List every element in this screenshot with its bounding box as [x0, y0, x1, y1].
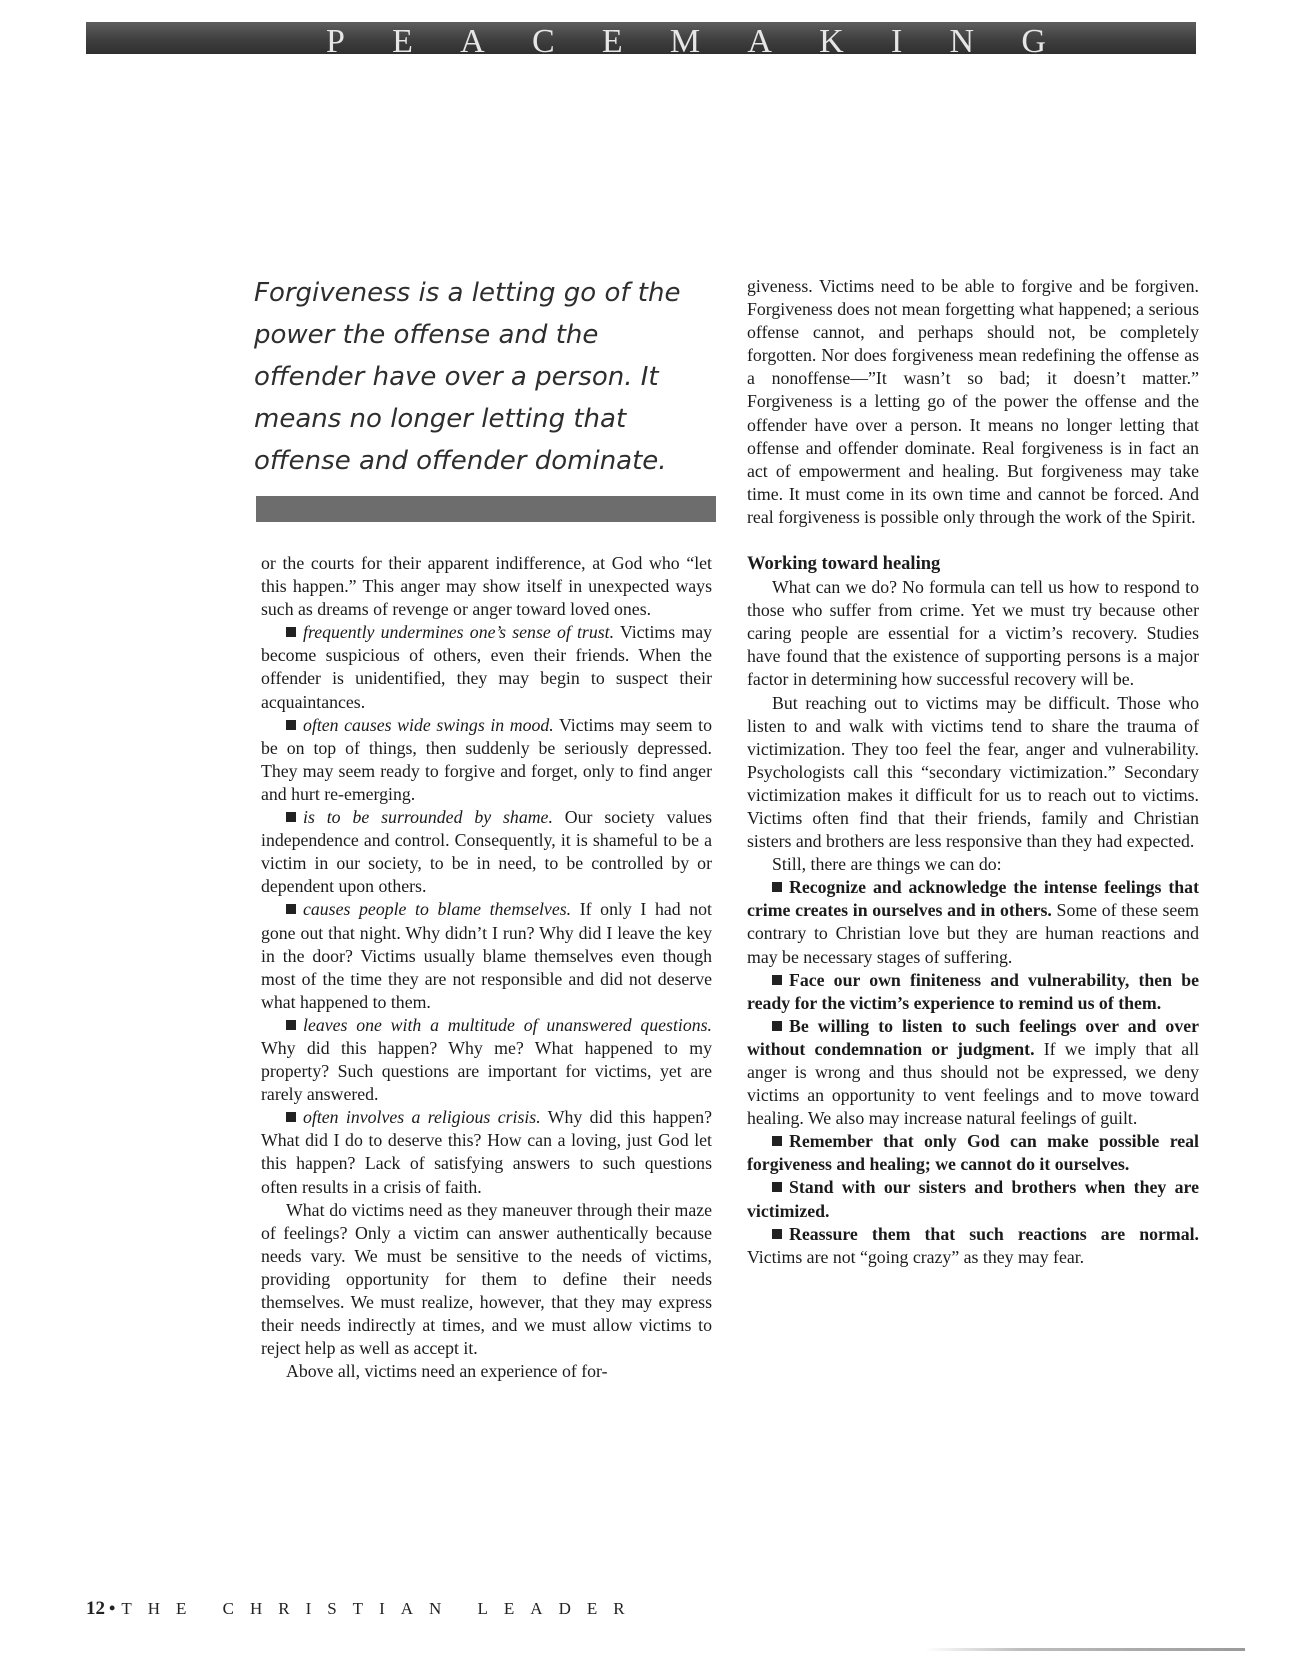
square-bullet-icon — [286, 627, 296, 637]
section-title-letter: E — [392, 23, 413, 54]
section-header-bar — [86, 22, 1196, 54]
square-bullet-icon — [772, 975, 782, 985]
bullet-lead: often causes wide swings in mood. — [303, 714, 554, 735]
bullet-lead: leaves one with a multitude of unanswered questions. — [303, 1014, 712, 1035]
section-title-letter: A — [747, 23, 772, 54]
square-bullet-icon — [772, 1229, 782, 1239]
square-bullet-icon — [286, 1112, 296, 1122]
square-bullet-icon — [286, 720, 296, 730]
bullet-lead: Face our own finiteness and vulnerability, then be ready for the victim’s experience to remind us of them. — [747, 969, 1199, 1013]
left-column — [261, 552, 712, 1383]
bullet-lead: causes people to blame themselves. — [303, 899, 572, 920]
square-bullet-icon — [286, 1020, 296, 1030]
section-title-letter: K — [819, 23, 844, 54]
bullet-paragraph — [747, 1176, 1199, 1222]
footer-separator: • — [109, 1598, 116, 1618]
paragraph: Above all, victims need an experience of for- — [286, 1361, 608, 1382]
square-bullet-icon — [772, 1021, 782, 1031]
magazine-title: THE CHRISTIAN LEADER — [121, 1599, 641, 1618]
square-bullet-icon — [286, 812, 296, 822]
bullet-body: Why did this happen? Why me? What happened to my property? Such questions are important for victims, yet are rarely answered. — [261, 1037, 712, 1105]
pull-quote-rule — [256, 496, 716, 522]
bullet-lead: is to be surrounded by shame. — [303, 807, 553, 828]
section-title-letter: G — [1021, 23, 1046, 54]
bullet-paragraph — [747, 1015, 1199, 1130]
bullet-body: If we imply that all anger is wrong and thus should not be expressed, we deny victims an opportunity to vent feelings and to move toward healing. We also may increase natural feelings of guilt. — [747, 1038, 1200, 1129]
bullet-paragraph — [261, 898, 712, 1013]
section-title-letter: P — [326, 23, 345, 54]
bullet-body: If only I had not gone out that night. Why didn’t I run? Why did I leave the key in the door? Victims usually blame themselves even though most of the time they are not responsible and did not deserve what happened to them. — [261, 899, 712, 1012]
bullet-body: Why did this happen? What did I do to deserve this? How can a loving, just God let this happen? Lack of satisfying answers to such questions often results in a crisis of faith. — [261, 1107, 712, 1197]
page-number: 12 — [86, 1598, 105, 1619]
bullet-body: Some of these seem contrary to Christian love but they are human reactions and may be necessary stages of suffering. — [747, 900, 1200, 967]
section-title-letter: M — [669, 23, 701, 54]
bullet-lead: Remember that only God can make possible real forgiveness and healing; we cannot do it ourselves. — [747, 1131, 1199, 1175]
bullet-lead: Recognize and acknowledge the intense feelings that crime creates in ourselves and in others. — [747, 877, 1199, 921]
bullet-paragraph — [747, 969, 1199, 1015]
paragraph: What do victims need as they maneuver through their maze of feelings? Only a victim can answer authentically because needs vary. We must be sensitive to the needs of victims, providing opportunity for them to define their needs themselves. We must realize, however, that they may express their needs indirectly at times, and we must allow victims to reject help as well as accept it. — [261, 1199, 712, 1359]
bullet-body: Our society values independence and control. Consequently, it is shameful to be a victim in our society, to be in need, to be controlled by or dependent upon others. — [261, 807, 713, 897]
bullet-paragraph — [747, 1223, 1199, 1269]
bullet-lead: Reassure them that such reactions are normal. — [789, 1223, 1199, 1244]
page-footer — [86, 1598, 641, 1620]
bullet-paragraph — [261, 621, 712, 713]
paragraph: giveness. Victims need to be able to forgive and be forgiven. Forgiveness does not mean forgetting what happened; a serious offense cannot, and perhaps should not, be completely forgotten. Nor does forgiveness mean redefining the offense as a nonoffense—”It wasn’t so bad; it doesn’t matter.” Forgiveness is a letting go of the power the offense and the offender have over a person. It means no longer letting that offense and offender dominate. Real forgiveness is in fact an act of empowerment and healing. But forgiveness may take time. It must come in its own time and cannot be forced. And real forgiveness is possible only through the work of the Spirit. — [747, 276, 1199, 527]
pull-quote: Forgiveness is a letting go of the power the offense and the offender have over a person. It means no longer letting that offense and offender dominate. — [254, 278, 681, 476]
bullet-lead: Stand with our sisters and brothers when they are victimized. — [747, 1177, 1199, 1221]
bullet-paragraph — [261, 714, 712, 806]
section-title-letter: E — [601, 23, 623, 54]
paragraph: But reaching out to victims may be difficult. Those who listen to and walk with victims tend to share the trauma of victimization. They too feel the fear, anger and vulnerability. Psychologists call this “secondary victimization.” Secondary victimization makes it difficult for us to reach out to victims. Victims often find that their friends, family and Christian sisters and brothers are less responsive than they had expected. — [747, 692, 1199, 852]
section-title — [326, 25, 1046, 54]
bullet-lead: frequently undermines one’s sense of trust. — [303, 622, 615, 643]
bullet-paragraph — [261, 806, 712, 898]
right-column — [747, 275, 1199, 1269]
square-bullet-icon — [772, 882, 782, 892]
paragraph: What can we do? No formula can tell us how to respond to those who suffer from crime. Yet we must try because other caring people are essential for a victim’s recovery. Studies have found that the existence of supporting persons is a major factor in determining how successful recovery will be. — [747, 577, 1199, 690]
bullet-paragraph — [261, 1106, 712, 1198]
bullet-paragraph — [747, 1130, 1199, 1176]
bullet-body: Victims may seem to be on top of things, then suddenly be seriously depressed. They may seem ready to forgive and forget, only to find anger and hurt re-emerging. — [261, 714, 712, 804]
section-title-letter: N — [949, 23, 975, 54]
section-title-letter: C — [531, 23, 555, 54]
bullet-body: Victims may become suspicious of others, even their friends. When the offender is unidentified, they may begin to suspect their acquaintances. — [261, 622, 713, 712]
paragraph: Still, there are things we can do: — [772, 854, 1002, 875]
section-title-letter: I — [890, 23, 903, 54]
subheading: Working toward healing — [747, 554, 941, 575]
bullet-lead: often involves a religious crisis. — [303, 1107, 541, 1128]
bullet-paragraph — [747, 876, 1199, 968]
section-title-letter: A — [460, 23, 485, 54]
bullet-body: Victims are not “going crazy” as they may fear. — [747, 1246, 1085, 1267]
square-bullet-icon — [286, 904, 296, 914]
bullet-paragraph — [261, 1014, 712, 1106]
bullet-lead: Be willing to listen to such feelings over and over without condemnation or judgment. — [747, 1015, 1199, 1059]
square-bullet-icon — [772, 1136, 782, 1146]
paragraph: or the courts for their apparent indifference, at God who “let this happen.” This anger may show itself in unexpected ways such as dreams of revenge or anger toward loved ones. — [261, 553, 712, 620]
scan-edge-line — [925, 1648, 1245, 1651]
square-bullet-icon — [772, 1182, 782, 1192]
